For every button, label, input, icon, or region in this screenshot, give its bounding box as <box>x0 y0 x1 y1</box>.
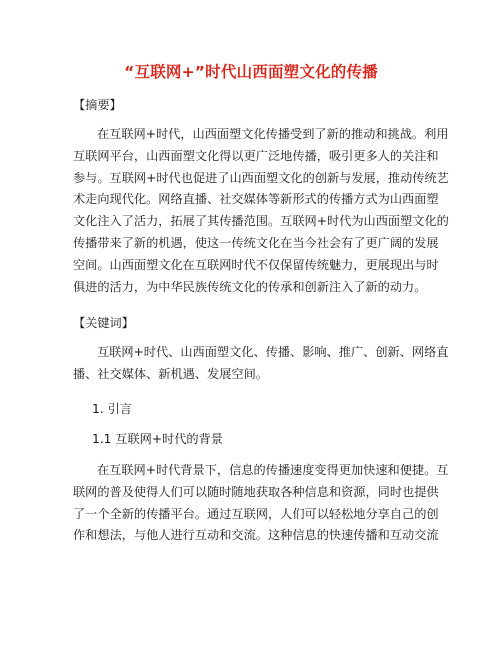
keywords-heading: 【关键词】 <box>73 316 134 330</box>
keywords-paragraph <box>73 342 449 386</box>
abstract-paragraph <box>73 124 449 298</box>
paragraph-line: 文化注入了活力，拓展了其传播范围。互联网+时代为山西面塑文化的 <box>73 214 449 229</box>
paragraph-line: 互联网平台，山西面塑文化得以更广泛地传播，吸引更多人的关注和 <box>73 148 439 163</box>
paragraph-line: 传播带来了新的机遇，使这一传统文化在当今社会有了更广阔的发展 <box>73 235 439 250</box>
section-1-heading: 1. 引言 <box>92 402 132 416</box>
paragraph-line: 作和想法，与他人进行互动和交流。这种信息的快速传播和互动交流 <box>73 528 439 543</box>
document-title: “互联网+”时代山西面塑文化的传播 <box>124 63 378 81</box>
section-1-1-heading: 1.1 互联网+时代的背景 <box>92 432 223 446</box>
paragraph-line: 播、社交媒体、新机遇、发展空间。 <box>73 366 268 381</box>
abstract-heading: 【摘要】 <box>73 98 122 112</box>
paragraph-line: 术走向现代化。网络直播、社交媒体等新形式的传播方式为山西面塑 <box>73 192 439 207</box>
paragraph-line: 俱进的活力，为中华民族传统文化的传承和创新注入了新的动力。 <box>73 279 427 294</box>
paragraph-line: 空间。山西面塑文化在互联网时代不仅保留传统魅力，更展现出与时 <box>73 257 439 272</box>
body-paragraph <box>73 460 449 547</box>
paragraph-line: 在互联网+时代，山西面塑文化传播受到了新的推动和挑战。利用 <box>97 127 449 141</box>
paragraph-line: 互联网+时代、山西面塑文化、传播、影响、推广、创新、网络直 <box>97 345 449 359</box>
paragraph-line: 在互联网+时代背景下，信息的传播速度变得更加快速和便捷。互 <box>97 463 449 477</box>
paragraph-line: 了一个全新的传播平台。通过互联网，人们可以轻松地分享自己的创 <box>73 506 439 521</box>
paragraph-line: 参与。互联网+时代也促进了山西面塑文化的创新与发展，推动传统艺 <box>73 170 449 185</box>
paragraph-line: 联网的普及使得人们可以随时随地获取各种信息和资源，同时也提供 <box>73 484 439 499</box>
